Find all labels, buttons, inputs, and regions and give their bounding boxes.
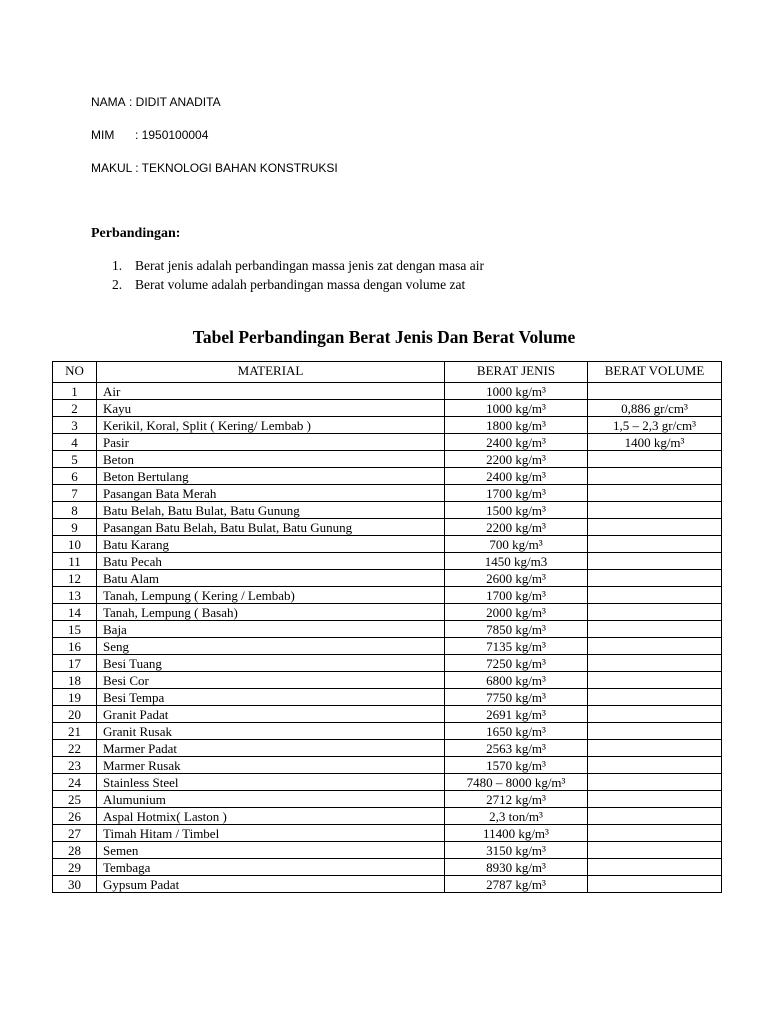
- table-row: [53, 536, 722, 553]
- table-row: [53, 434, 722, 451]
- cell-no: 25: [53, 791, 97, 808]
- cell-no: 19: [53, 689, 97, 706]
- cell-material: Baja: [97, 621, 445, 638]
- cell-no: 15: [53, 621, 97, 638]
- cell-berat-jenis: 2200 kg/m³: [445, 519, 588, 536]
- cell-berat-jenis: 1650 kg/m³: [445, 723, 588, 740]
- cell-berat-volume: [588, 383, 722, 400]
- table-row: [53, 485, 722, 502]
- cell-material: Tanah, Lempung ( Basah): [97, 604, 445, 621]
- cell-material: Marmer Rusak: [97, 757, 445, 774]
- cell-berat-volume: [588, 536, 722, 553]
- cell-berat-volume: [588, 553, 722, 570]
- cell-material: Batu Alam: [97, 570, 445, 587]
- cell-berat-volume: 1400 kg/m³: [588, 434, 722, 451]
- cell-berat-volume: [588, 587, 722, 604]
- material-table: [52, 361, 722, 893]
- cell-material: Gypsum Padat: [97, 876, 445, 893]
- cell-material: Pasir: [97, 434, 445, 451]
- table-body: [53, 383, 722, 893]
- table-row: [53, 400, 722, 417]
- cell-berat-volume: [588, 638, 722, 655]
- cell-material: Besi Tuang: [97, 655, 445, 672]
- header-material: MATERIAL: [97, 362, 445, 383]
- cell-material: Stainless Steel: [97, 774, 445, 791]
- cell-material: Granit Rusak: [97, 723, 445, 740]
- cell-berat-jenis: 1800 kg/m³: [445, 417, 588, 434]
- cell-no: 1: [53, 383, 97, 400]
- cell-material: Kerikil, Koral, Split ( Kering/ Lembab ): [97, 417, 445, 434]
- cell-berat-jenis: 2400 kg/m³: [445, 434, 588, 451]
- table-row: [53, 791, 722, 808]
- table-row: [53, 587, 722, 604]
- cell-no: 14: [53, 604, 97, 621]
- cell-berat-volume: [588, 842, 722, 859]
- table-row: [53, 655, 722, 672]
- cell-material: Batu Karang: [97, 536, 445, 553]
- cell-no: 29: [53, 859, 97, 876]
- cell-no: 17: [53, 655, 97, 672]
- table-row: [53, 740, 722, 757]
- cell-material: Batu Pecah: [97, 553, 445, 570]
- table-row: [53, 757, 722, 774]
- cell-berat-jenis: 700 kg/m³: [445, 536, 588, 553]
- cell-berat-jenis: 2787 kg/m³: [445, 876, 588, 893]
- cell-berat-volume: [588, 519, 722, 536]
- cell-berat-volume: [588, 672, 722, 689]
- cell-no: 23: [53, 757, 97, 774]
- cell-material: Kayu: [97, 400, 445, 417]
- cell-berat-volume: 0,886 gr/cm³: [588, 400, 722, 417]
- cell-berat-jenis: 7135 kg/m³: [445, 638, 588, 655]
- cell-material: Seng: [97, 638, 445, 655]
- cell-material: Pasangan Batu Belah, Batu Bulat, Batu Gunung: [97, 519, 445, 536]
- list-item-number: 2.: [112, 277, 123, 292]
- cell-no: 8: [53, 502, 97, 519]
- table-header-row: [53, 362, 722, 383]
- nama-line: [91, 95, 221, 109]
- cell-no: 18: [53, 672, 97, 689]
- cell-berat-volume: [588, 859, 722, 876]
- table-row: [53, 451, 722, 468]
- cell-material: Alumunium: [97, 791, 445, 808]
- cell-material: Tembaga: [97, 859, 445, 876]
- cell-berat-jenis: 2200 kg/m³: [445, 451, 588, 468]
- list-item: [112, 275, 484, 294]
- table-row: [53, 859, 722, 876]
- cell-no: 11: [53, 553, 97, 570]
- cell-no: 9: [53, 519, 97, 536]
- cell-no: 27: [53, 825, 97, 842]
- cell-no: 3: [53, 417, 97, 434]
- table-row: [53, 825, 722, 842]
- table-row: [53, 723, 722, 740]
- cell-berat-volume: [588, 876, 722, 893]
- cell-berat-volume: [588, 757, 722, 774]
- cell-no: 10: [53, 536, 97, 553]
- nama-label: NAMA: [91, 95, 126, 109]
- cell-no: 4: [53, 434, 97, 451]
- cell-berat-jenis: 1700 kg/m³: [445, 485, 588, 502]
- list-item: [112, 256, 484, 275]
- header-berat-volume: BERAT VOLUME: [588, 362, 722, 383]
- cell-no: 20: [53, 706, 97, 723]
- cell-no: 21: [53, 723, 97, 740]
- cell-berat-volume: [588, 723, 722, 740]
- cell-no: 13: [53, 587, 97, 604]
- table-row: [53, 502, 722, 519]
- cell-no: 24: [53, 774, 97, 791]
- cell-material: Beton Bertulang: [97, 468, 445, 485]
- cell-berat-volume: [588, 689, 722, 706]
- cell-material: Batu Belah, Batu Bulat, Batu Gunung: [97, 502, 445, 519]
- cell-berat-volume: [588, 570, 722, 587]
- cell-berat-volume: [588, 808, 722, 825]
- perbandingan-list: [112, 256, 484, 294]
- cell-no: 26: [53, 808, 97, 825]
- table-row: [53, 621, 722, 638]
- table-row: [53, 570, 722, 587]
- cell-berat-jenis: 7250 kg/m³: [445, 655, 588, 672]
- cell-material: Timah Hitam / Timbel: [97, 825, 445, 842]
- cell-no: 2: [53, 400, 97, 417]
- cell-berat-jenis: 2400 kg/m³: [445, 468, 588, 485]
- table-row: [53, 417, 722, 434]
- list-item-text: Berat jenis adalah perbandingan massa jenis zat dengan masa air: [135, 258, 484, 273]
- cell-berat-jenis: 11400 kg/m³: [445, 825, 588, 842]
- cell-material: Granit Padat: [97, 706, 445, 723]
- table-title: Tabel Perbandingan Berat Jenis Dan Berat Volume: [192, 327, 576, 347]
- cell-berat-jenis: 1700 kg/m³: [445, 587, 588, 604]
- table-row: [53, 842, 722, 859]
- table-row: [53, 672, 722, 689]
- list-item-text: Berat volume adalah perbandingan massa dengan volume zat: [135, 277, 466, 292]
- table-row: [53, 808, 722, 825]
- cell-material: Pasangan Bata Merah: [97, 485, 445, 502]
- cell-berat-jenis: 2563 kg/m³: [445, 740, 588, 757]
- cell-berat-volume: [588, 451, 722, 468]
- cell-berat-jenis: 7750 kg/m³: [445, 689, 588, 706]
- cell-no: 16: [53, 638, 97, 655]
- table-row: [53, 638, 722, 655]
- table-row: [53, 383, 722, 400]
- cell-no: 12: [53, 570, 97, 587]
- cell-no: 6: [53, 468, 97, 485]
- cell-berat-jenis: 8930 kg/m³: [445, 859, 588, 876]
- table-row: [53, 774, 722, 791]
- cell-berat-volume: [588, 791, 722, 808]
- cell-material: Semen: [97, 842, 445, 859]
- header-no: NO: [53, 362, 97, 383]
- cell-berat-volume: [588, 621, 722, 638]
- perbandingan-heading: Perbandingan:: [91, 226, 181, 241]
- mim-line: [91, 128, 208, 142]
- makul-line: MAKUL : TEKNOLOGI BAHAN KONSTRUKSI: [91, 161, 338, 175]
- nama-value: : DIDIT ANADITA: [129, 95, 221, 109]
- cell-berat-jenis: 7850 kg/m³: [445, 621, 588, 638]
- table-row: [53, 876, 722, 893]
- cell-berat-jenis: 1000 kg/m³: [445, 400, 588, 417]
- table-row: [53, 689, 722, 706]
- cell-berat-jenis: 1570 kg/m³: [445, 757, 588, 774]
- cell-berat-volume: [588, 485, 722, 502]
- cell-berat-jenis: 2600 kg/m³: [445, 570, 588, 587]
- cell-berat-volume: [588, 604, 722, 621]
- cell-berat-volume: [588, 740, 722, 757]
- cell-no: 28: [53, 842, 97, 859]
- cell-berat-jenis: 1000 kg/m³: [445, 383, 588, 400]
- mim-value: : 1950100004: [135, 128, 209, 142]
- table-row: [53, 706, 722, 723]
- cell-berat-volume: [588, 774, 722, 791]
- table-row: [53, 553, 722, 570]
- cell-berat-jenis: 6800 kg/m³: [445, 672, 588, 689]
- cell-berat-jenis: 1500 kg/m³: [445, 502, 588, 519]
- cell-material: Besi Tempa: [97, 689, 445, 706]
- cell-no: 22: [53, 740, 97, 757]
- cell-material: Aspal Hotmix( Laston ): [97, 808, 445, 825]
- cell-material: Marmer Padat: [97, 740, 445, 757]
- cell-berat-volume: [588, 706, 722, 723]
- cell-berat-jenis: 2000 kg/m³: [445, 604, 588, 621]
- table-row: [53, 468, 722, 485]
- cell-no: 5: [53, 451, 97, 468]
- header-berat-jenis: BERAT JENIS: [445, 362, 588, 383]
- cell-berat-volume: [588, 468, 722, 485]
- cell-berat-volume: [588, 825, 722, 842]
- cell-berat-volume: [588, 655, 722, 672]
- cell-berat-jenis: 2712 kg/m³: [445, 791, 588, 808]
- cell-berat-jenis: 7480 – 8000 kg/m³: [445, 774, 588, 791]
- cell-berat-volume: 1,5 – 2,3 gr/cm³: [588, 417, 722, 434]
- cell-material: Tanah, Lempung ( Kering / Lembab): [97, 587, 445, 604]
- cell-berat-jenis: 1450 kg/m3: [445, 553, 588, 570]
- cell-berat-volume: [588, 502, 722, 519]
- cell-berat-jenis: 2,3 ton/m³: [445, 808, 588, 825]
- cell-berat-jenis: 2691 kg/m³: [445, 706, 588, 723]
- cell-no: 30: [53, 876, 97, 893]
- cell-material: Air: [97, 383, 445, 400]
- table-row: [53, 519, 722, 536]
- cell-no: 7: [53, 485, 97, 502]
- list-item-number: 1.: [112, 258, 123, 273]
- cell-berat-jenis: 3150 kg/m³: [445, 842, 588, 859]
- table-row: [53, 604, 722, 621]
- cell-material: Beton: [97, 451, 445, 468]
- mim-label: MIM: [91, 128, 115, 142]
- cell-material: Besi Cor: [97, 672, 445, 689]
